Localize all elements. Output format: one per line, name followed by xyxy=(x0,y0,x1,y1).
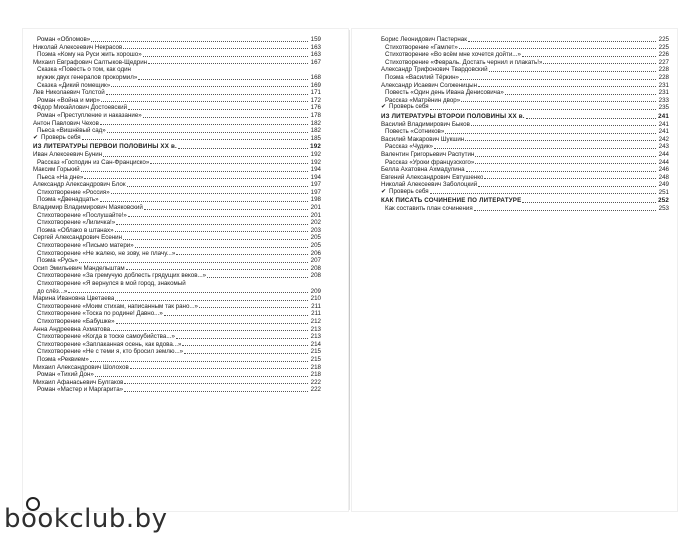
toc-leader-dots xyxy=(164,315,308,316)
toc-entry xyxy=(33,66,321,74)
toc-entry-title: Стихотворение «За гремучую доблесть грядущих веков...» xyxy=(37,272,207,280)
toc-page-number: 248 xyxy=(658,173,669,181)
toc-page-number: 210 xyxy=(310,295,321,303)
toc-entry-title: Роман «Война и мир» xyxy=(37,96,100,104)
toc-section-heading xyxy=(33,143,321,151)
toc-leader-dots xyxy=(91,41,308,42)
toc-entry-title: Фёдор Михайлович Достоевский xyxy=(33,104,128,112)
toc-entry-title: Стихотворение «Гамлет» xyxy=(385,43,458,51)
book-gutter xyxy=(349,30,350,510)
toc-entry xyxy=(381,151,669,159)
toc-leader-dots xyxy=(126,269,308,270)
toc-leader-dots xyxy=(90,361,308,362)
toc-leader-dots xyxy=(106,94,308,95)
toc-entry-title: Рассказ «Чудик» xyxy=(385,143,433,151)
toc-page-number: 178 xyxy=(310,111,321,119)
toc-entry-title: Поэма «Двенадцать» xyxy=(37,196,99,204)
toc-entry xyxy=(33,97,321,105)
toc-entry xyxy=(33,112,321,120)
toc-entry xyxy=(33,371,321,379)
toc-entry-title: Николай Алексеевич Заболоцкий xyxy=(381,181,478,189)
toc-entry-title: Евгений Александрович Евтушенко xyxy=(381,173,484,181)
toc-entry-title: Стихотворение «Письмо матери» xyxy=(37,242,134,250)
toc-leader-dots xyxy=(543,63,656,64)
toc-entry-title: Стихотворение «Я вернулся в мой город, знакомый xyxy=(37,280,186,287)
toc-leader-dots xyxy=(489,71,656,72)
toc-entry xyxy=(33,257,321,265)
toc-entry xyxy=(33,242,321,250)
toc-entry xyxy=(33,386,321,394)
toc-entry xyxy=(33,166,321,174)
toc-page-number: 163 xyxy=(310,43,321,51)
toc-entry xyxy=(33,379,321,387)
toc-page-number: 253 xyxy=(658,205,669,213)
toc-leader-dots xyxy=(107,132,308,133)
left-page-toc xyxy=(33,36,321,394)
toc-entry xyxy=(33,74,321,82)
toc-page-number: 202 xyxy=(310,219,321,227)
toc-page-number: 211 xyxy=(311,310,321,318)
toc-page-number: 251 xyxy=(658,188,669,196)
toc-leader-dots xyxy=(111,86,308,87)
toc-entry-title: Стихотворение «Заплаканная осень, как вдова...» xyxy=(37,340,182,348)
toc-page-number: 205 xyxy=(310,234,321,242)
toc-entry-title: Стихотворение «Не жалею, не зову, не плачу...» xyxy=(37,249,176,257)
toc-entry xyxy=(381,166,669,174)
toc-page-number: 228 xyxy=(658,66,669,74)
toc-entry xyxy=(33,310,321,318)
toc-entry-title: до слёз...» xyxy=(37,287,68,295)
toc-entry-title: Михаил Афанасьевич Булгаков xyxy=(33,378,124,386)
toc-entry xyxy=(381,205,669,213)
toc-leader-dots xyxy=(522,202,656,203)
toc-leader-dots xyxy=(526,118,656,119)
toc-page-number: 215 xyxy=(310,348,321,356)
toc-leader-dots xyxy=(199,307,308,308)
toc-page-number: 235 xyxy=(658,104,669,112)
toc-entry-title: Василий Владимирович Быков xyxy=(381,120,470,128)
toc-entry-title: мужик двух генералов прокормил» xyxy=(37,73,138,81)
toc-page-number: 241 xyxy=(658,128,669,136)
toc-entry xyxy=(381,159,669,167)
toc-entry-title: ✔ Проверь себя xyxy=(33,134,81,143)
toc-entry-title: Повесть «Один день Ивана Денисовича» xyxy=(385,89,504,97)
toc-page-number: 185 xyxy=(310,134,321,142)
toc-page-number: 225 xyxy=(658,43,669,51)
toc-entry xyxy=(33,295,321,303)
toc-page-number: 231 xyxy=(658,81,669,89)
toc-entry xyxy=(381,128,669,136)
toc-leader-dots xyxy=(82,139,308,140)
toc-page-number: 244 xyxy=(658,150,669,158)
toc-entry-title: Белла Ахатовна Ахмадулина xyxy=(381,166,465,174)
toc-page-number: 201 xyxy=(310,211,321,219)
toc-page-number: 252 xyxy=(658,197,669,205)
toc-leader-dots xyxy=(478,86,656,87)
toc-leader-dots xyxy=(468,41,656,42)
toc-entry xyxy=(33,204,321,212)
toc-entry-title: Марина Ивановна Цветаева xyxy=(33,295,115,303)
toc-entry-title: Стихотворение «Послушайте!» xyxy=(37,211,127,219)
toc-entry xyxy=(33,348,321,356)
toc-entry-title: Максим Горький xyxy=(33,166,80,174)
toc-entry xyxy=(381,104,669,112)
toc-leader-dots xyxy=(138,79,308,80)
toc-page-number: 159 xyxy=(310,36,321,43)
toc-leader-dots xyxy=(81,171,308,172)
toc-page-number: 215 xyxy=(310,355,321,363)
toc-entry-title: Поэма «Кому на Руси жить хорошо» xyxy=(37,51,142,59)
toc-leader-dots xyxy=(123,48,308,49)
toc-entry-title: Стихотворение «Моим стихам, написанным так рано...» xyxy=(37,302,198,310)
toc-section-heading xyxy=(381,113,669,121)
toc-entry-title: Александр Трифонович Твардовский xyxy=(381,66,488,74)
toc-entry-title: Рассказ «Господин из Сан-Франциско» xyxy=(37,158,150,166)
toc-entry xyxy=(33,288,321,296)
toc-entry xyxy=(33,356,321,364)
toc-entry xyxy=(33,120,321,128)
toc-leader-dots xyxy=(144,209,308,210)
toc-page-number: 167 xyxy=(310,58,321,66)
toc-entry-title: Пьеса «На дне» xyxy=(37,173,84,181)
toc-entry-title: Осип Эмильевич Мандельштам xyxy=(33,264,125,272)
toc-entry-title: Стихотворение «Февраль. Достать чернил и плакать!» xyxy=(385,58,543,66)
toc-leader-dots xyxy=(100,124,308,125)
toc-page-number: 205 xyxy=(310,242,321,250)
toc-entry-title: КАК ПИСАТЬ СОЧИНЕНИЕ ПО ЛИТЕРАТУРЕ xyxy=(381,197,522,205)
toc-leader-dots xyxy=(103,156,308,157)
toc-leader-dots xyxy=(176,338,308,339)
toc-page-number: 241 xyxy=(658,112,669,120)
toc-page-number: 225 xyxy=(658,36,669,43)
toc-leader-dots xyxy=(115,231,308,232)
toc-entry-title: Стихотворение «Когда в тоске самоубийства...» xyxy=(37,333,175,341)
toc-leader-dots xyxy=(101,101,308,102)
toc-entry xyxy=(381,89,669,97)
toc-leader-dots xyxy=(475,163,656,164)
toc-entry xyxy=(33,104,321,112)
toc-leader-dots xyxy=(115,300,308,301)
toc-entry xyxy=(33,181,321,189)
toc-leader-dots xyxy=(68,292,308,293)
toc-leader-dots xyxy=(178,148,308,149)
toc-entry xyxy=(33,189,321,197)
toc-page-number: 194 xyxy=(310,166,321,174)
toc-page-number: 212 xyxy=(310,317,321,325)
toc-entry xyxy=(381,59,669,67)
toc-entry-title: Стихотворение «Россия» xyxy=(37,188,110,196)
toc-entry xyxy=(33,234,321,242)
toc-page-number: 198 xyxy=(310,196,321,204)
toc-page-number: 206 xyxy=(310,249,321,257)
toc-page-number: 222 xyxy=(310,378,321,386)
toc-page-number: 214 xyxy=(310,340,321,348)
toc-entry xyxy=(33,51,321,59)
toc-page-number: 194 xyxy=(310,173,321,181)
toc-page-number: 218 xyxy=(310,363,321,371)
toc-page-number: 172 xyxy=(310,96,321,104)
toc-entry-title: Пьеса «Вишнёвый сад» xyxy=(37,127,106,135)
toc-leader-dots xyxy=(124,391,308,392)
toc-entry-title: Сергей Александрович Есенин xyxy=(33,234,123,242)
toc-page-number: 244 xyxy=(658,158,669,166)
toc-entry xyxy=(33,227,321,235)
toc-entry-title: Александр Исаевич Солженицын xyxy=(381,81,478,89)
toc-entry-title: Стихотворение «Бабушке» xyxy=(37,317,115,325)
toc-leader-dots xyxy=(461,101,656,102)
toc-leader-dots xyxy=(505,94,656,95)
toc-entry xyxy=(381,44,669,52)
toc-entry xyxy=(33,59,321,67)
toc-entry-title: Роман «Тихий Дон» xyxy=(37,371,94,379)
toc-page-number: 209 xyxy=(310,287,321,295)
toc-leader-dots xyxy=(471,125,656,126)
toc-entry xyxy=(33,89,321,97)
toc-leader-dots xyxy=(84,178,308,179)
toc-entry-title: Стихотворение «Тоска по родине! Давно...» xyxy=(37,310,163,318)
toc-entry xyxy=(33,174,321,182)
toc-leader-dots xyxy=(522,56,656,57)
toc-page-number: 201 xyxy=(310,204,321,212)
toc-leader-dots xyxy=(79,262,308,263)
toc-leader-dots xyxy=(207,277,308,278)
toc-leader-dots xyxy=(111,193,308,194)
toc-entry-title: Поэма «Облако в штанах» xyxy=(37,226,114,234)
toc-leader-dots xyxy=(184,353,308,354)
toc-page-number: 207 xyxy=(310,257,321,265)
toc-entry-title: Николай Алексеевич Некрасов xyxy=(33,43,123,51)
toc-entry xyxy=(33,341,321,349)
toc-entry xyxy=(381,74,669,82)
toc-entry-title: Валентин Григорьевич Распутин xyxy=(381,150,475,158)
toc-leader-dots xyxy=(445,133,656,134)
toc-leader-dots xyxy=(116,224,308,225)
toc-entry-title: ИЗ ЛИТЕРАТУРЫ ВТОРОЙ ПОЛОВИНЫ XX в. xyxy=(381,112,525,120)
toc-leader-dots xyxy=(116,323,308,324)
toc-entry-title: Михаил Александрович Шолохов xyxy=(33,363,129,371)
toc-page-number: 192 xyxy=(310,143,321,151)
toc-page-number: 182 xyxy=(310,127,321,135)
toc-leader-dots xyxy=(127,186,308,187)
toc-entry-title: Владимир Владимирович Маяковский xyxy=(33,204,143,212)
toc-entry-title: Михаил Евграфович Салтыков-Щедрин xyxy=(33,58,148,66)
toc-entry-title: Как составить план сочинения xyxy=(385,205,473,213)
toc-entry xyxy=(33,151,321,159)
toc-leader-dots xyxy=(434,148,656,149)
toc-page-number: 226 xyxy=(658,51,669,59)
toc-entry xyxy=(33,333,321,341)
toc-leader-dots xyxy=(484,178,656,179)
toc-entry xyxy=(381,136,669,144)
toc-entry-title: Василий Макарович Шукшин xyxy=(381,135,465,143)
toc-page-number: 218 xyxy=(310,371,321,379)
toc-section-heading xyxy=(381,197,669,205)
toc-entry-title: Рассказ «Матрёнин двор» xyxy=(385,96,461,104)
toc-leader-dots xyxy=(475,156,656,157)
toc-entry xyxy=(381,174,669,182)
toc-entry xyxy=(33,265,321,273)
toc-leader-dots xyxy=(143,117,308,118)
toc-entry xyxy=(33,303,321,311)
toc-leader-dots xyxy=(478,186,656,187)
toc-entry xyxy=(33,280,321,288)
toc-entry xyxy=(381,189,669,197)
toc-page-number: 168 xyxy=(310,73,321,81)
toc-leader-dots xyxy=(176,254,308,255)
toc-entry-title: Александр Александрович Блок xyxy=(33,181,126,189)
toc-entry xyxy=(381,36,669,44)
toc-entry xyxy=(381,121,669,129)
toc-entry xyxy=(33,318,321,326)
toc-entry-title: Поэма «Василий Тёркин» xyxy=(385,73,459,81)
toc-page-number: 208 xyxy=(310,264,321,272)
toc-entry xyxy=(33,196,321,204)
toc-page-number: 163 xyxy=(310,51,321,59)
toc-entry xyxy=(33,326,321,334)
toc-page-number: 169 xyxy=(310,81,321,89)
toc-entry-title: Стихотворение «Не с теми я, кто бросил землю...» xyxy=(37,348,184,356)
toc-entry xyxy=(381,66,669,74)
toc-entry xyxy=(33,364,321,372)
toc-entry-title: Стихотворение «Лиличка!» xyxy=(37,219,116,227)
toc-page-number: 208 xyxy=(310,272,321,280)
toc-leader-dots xyxy=(124,383,308,384)
toc-page-number: 242 xyxy=(658,135,669,143)
toc-entry-title: Роман «Преступление и наказание» xyxy=(37,111,142,119)
toc-entry-title: Сказка «Дикий помещик» xyxy=(37,81,111,89)
toc-entry-title: ИЗ ЛИТЕРАТУРЫ ПЕРВОЙ ПОЛОВИНЫ XX в. xyxy=(33,143,177,151)
toc-page-number: 176 xyxy=(310,104,321,112)
toc-leader-dots xyxy=(474,210,656,211)
toc-page-number: 227 xyxy=(658,58,669,66)
toc-leader-dots xyxy=(148,63,308,64)
toc-page-number: 213 xyxy=(310,325,321,333)
toc-page-number: 197 xyxy=(310,188,321,196)
toc-entry xyxy=(33,36,321,44)
toc-leader-dots xyxy=(150,163,308,164)
toc-page-number: 203 xyxy=(310,226,321,234)
toc-leader-dots xyxy=(460,79,656,80)
toc-page-number: 192 xyxy=(310,158,321,166)
toc-entry-title: Поэма «Реквием» xyxy=(37,355,89,363)
toc-leader-dots xyxy=(182,345,308,346)
toc-entry xyxy=(33,219,321,227)
toc-entry xyxy=(33,250,321,258)
toc-entry xyxy=(33,82,321,90)
toc-entry-title: Рассказ «Уроки французского» xyxy=(385,158,475,166)
toc-entry-title: ✔ Проверь себя xyxy=(381,188,429,197)
toc-leader-dots xyxy=(130,368,308,369)
toc-leader-dots xyxy=(111,330,308,331)
toc-entry-title: Стихотворение «Во всём мне хочется дойти...» xyxy=(385,51,521,59)
toc-entry-title: Иван Алексеевич Бунин xyxy=(33,150,103,158)
toc-page-number: 197 xyxy=(310,181,321,189)
toc-entry-title: Лев Николаевич Толстой xyxy=(33,89,105,97)
toc-leader-dots xyxy=(465,140,656,141)
toc-leader-dots xyxy=(135,247,308,248)
toc-leader-dots xyxy=(430,109,656,110)
toc-leader-dots xyxy=(123,239,308,240)
toc-entry xyxy=(381,143,669,151)
toc-page-number: 233 xyxy=(658,96,669,104)
toc-page-number: 211 xyxy=(311,302,321,310)
toc-leader-dots xyxy=(459,48,656,49)
toc-entry xyxy=(33,212,321,220)
toc-page-number: 182 xyxy=(310,119,321,127)
toc-leader-dots xyxy=(143,56,308,57)
toc-entry-title: Роман «Обломов» xyxy=(37,36,91,43)
toc-page-number: 231 xyxy=(658,89,669,97)
toc-page-number: 246 xyxy=(658,166,669,174)
toc-page-number: 213 xyxy=(310,333,321,341)
toc-leader-dots xyxy=(430,193,656,194)
toc-entry-title: Сказка «Повесть о том, как один xyxy=(37,66,131,74)
toc-page-number: 228 xyxy=(658,73,669,81)
toc-page-number: 243 xyxy=(658,143,669,151)
toc-leader-dots xyxy=(100,201,308,202)
toc-entry-title: Борис Леонидович Пастернак xyxy=(381,36,467,43)
toc-page-number: 222 xyxy=(310,386,321,394)
toc-leader-dots xyxy=(128,216,308,217)
toc-leader-dots xyxy=(128,109,308,110)
toc-entry xyxy=(33,44,321,52)
toc-entry xyxy=(381,51,669,59)
toc-entry-title: ✔ Проверь себя xyxy=(381,103,429,112)
toc-entry-title: Антон Павлович Чехов xyxy=(33,119,99,127)
toc-entry-title: Роман «Мастер и Маргарита» xyxy=(37,386,124,394)
toc-entry-title: Анна Андреевна Ахматова xyxy=(33,325,111,333)
toc-page-number: 171 xyxy=(310,89,321,97)
toc-page-number: 192 xyxy=(310,150,321,158)
toc-page-number: 249 xyxy=(658,181,669,189)
toc-entry xyxy=(381,82,669,90)
toc-entry xyxy=(33,159,321,167)
toc-page-number: 241 xyxy=(658,120,669,128)
right-page-toc xyxy=(381,36,669,213)
toc-leader-dots xyxy=(466,171,656,172)
watermark: bookclub.by xyxy=(4,504,168,534)
toc-leader-dots xyxy=(95,376,308,377)
toc-entry xyxy=(33,272,321,280)
toc-entry-title: Поэма «Русь» xyxy=(37,257,78,265)
toc-entry-title: Повесть «Сотников» xyxy=(385,128,445,136)
toc-entry xyxy=(33,135,321,143)
